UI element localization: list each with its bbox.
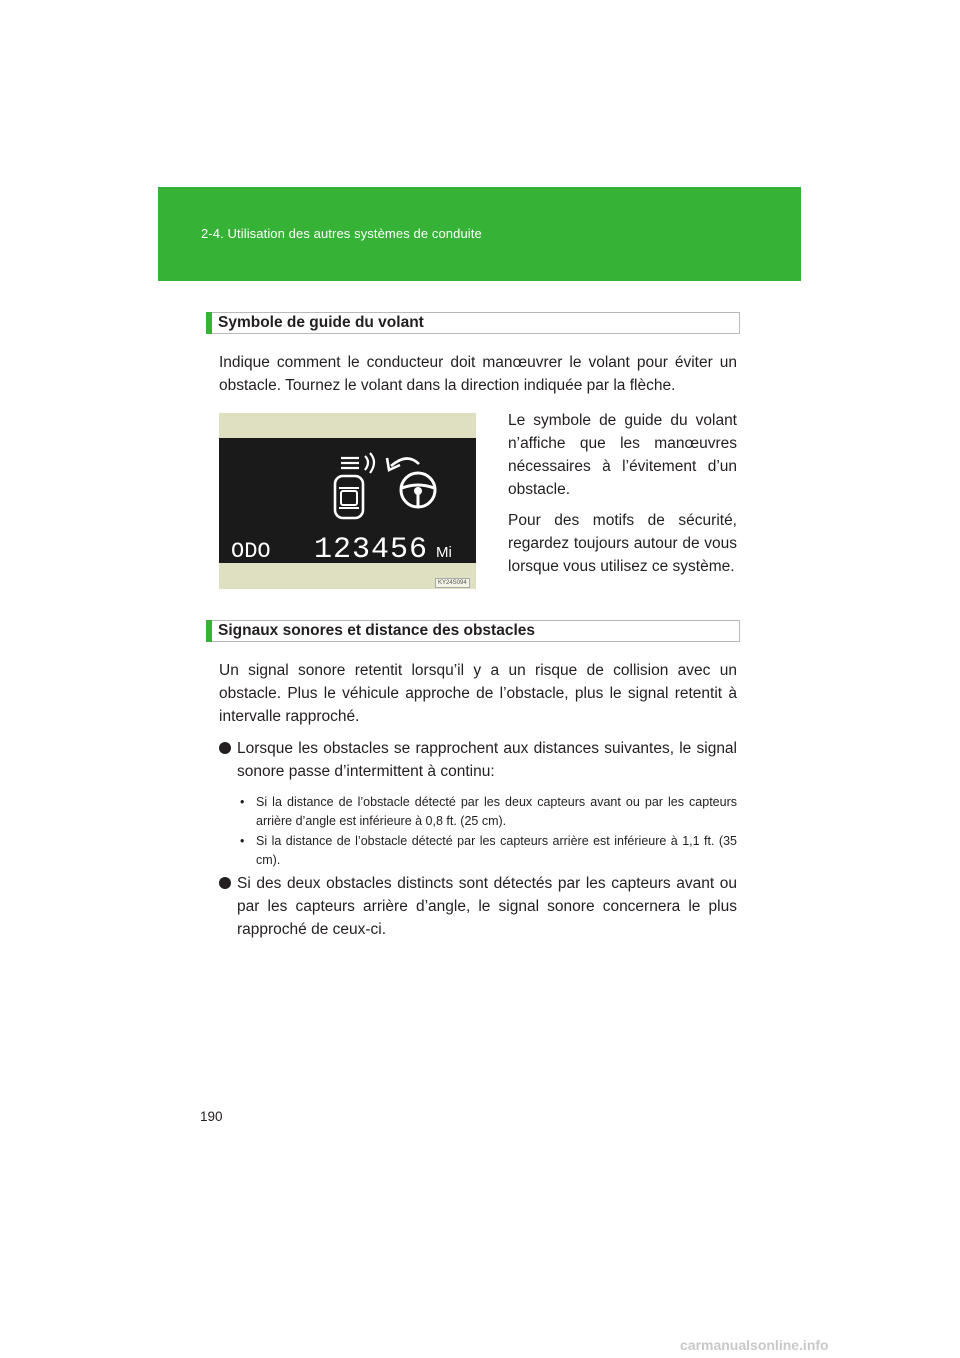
odo-label: ODO [231,539,271,563]
steering-guide-intro: Indique comment le conducteur doit manœuvrer le volant pour éviter un obstacle. Tournez le volant dans la direction indiquée par la flèche. [219,354,737,394]
bullet-dot-icon [219,877,231,889]
image-code: KY24S094 [435,578,470,588]
display-graphics [219,438,476,563]
section-heading-steering-guide [206,312,740,334]
display-screen [219,438,476,563]
buzzer-intro: Un signal sonore retentit lorsqu’il y a un risque de collision avec un obstacle. Plus le véhicule approche de l’obstacle, plus le signal retentit à intervalle rapproché. [219,662,737,725]
steering-guide-note-2: Pour des motifs de sécurité, regardez toujours autour de vous lorsque vous utilisez ce système. [508,512,737,575]
chapter-header [158,187,801,281]
watermark: carmanualsonline.info [680,1337,829,1353]
list-item: Si des deux obstacles distincts sont détectés par les capteurs avant ou par les capteurs arrière d’angle, le signal sonore concernera le plus rapproché de ceux-ci. [219,872,737,941]
sub-list-item: • Si la distance de l’obstacle détecté par les deux capteurs avant ou par les capteurs arrière d’angle est inférieure à 0,8 ft. (25 cm). [240,795,737,828]
steering-guide-arrow-icon [387,458,419,470]
instrument-display-illustration [219,413,476,589]
section-title: Signaux sonores et distance des obstacles [218,622,536,639]
bullet-mark-icon: • [240,834,245,848]
car-sensor-icon [335,453,374,518]
chapter-title: 2-4. Utilisation des autres systèmes de conduite [201,226,482,241]
odo-unit: Mi [436,544,452,561]
steering-wheel-icon [401,473,435,507]
steering-guide-note-1: Le symbole de guide du volant n’affiche que les manœuvres nécessaires à l’évitement d’un obstacle. [508,412,737,498]
page-number: 190 [200,1109,223,1124]
section-heading-buzzer [206,620,740,642]
list-item: Lorsque les obstacles se rapprochent aux distances suivantes, le signal sonore passe d’intermittent à continu: [219,737,737,783]
sub-list-item: • Si la distance de l’obstacle détecté par les capteurs arrière est inférieure à 1,1 ft. (35 cm). [240,834,737,867]
bullet-mark-icon: • [240,795,245,809]
bullet-dot-icon [219,742,231,754]
odo-value: 123456 [314,533,429,563]
section-title: Symbole de guide du volant [218,314,424,331]
